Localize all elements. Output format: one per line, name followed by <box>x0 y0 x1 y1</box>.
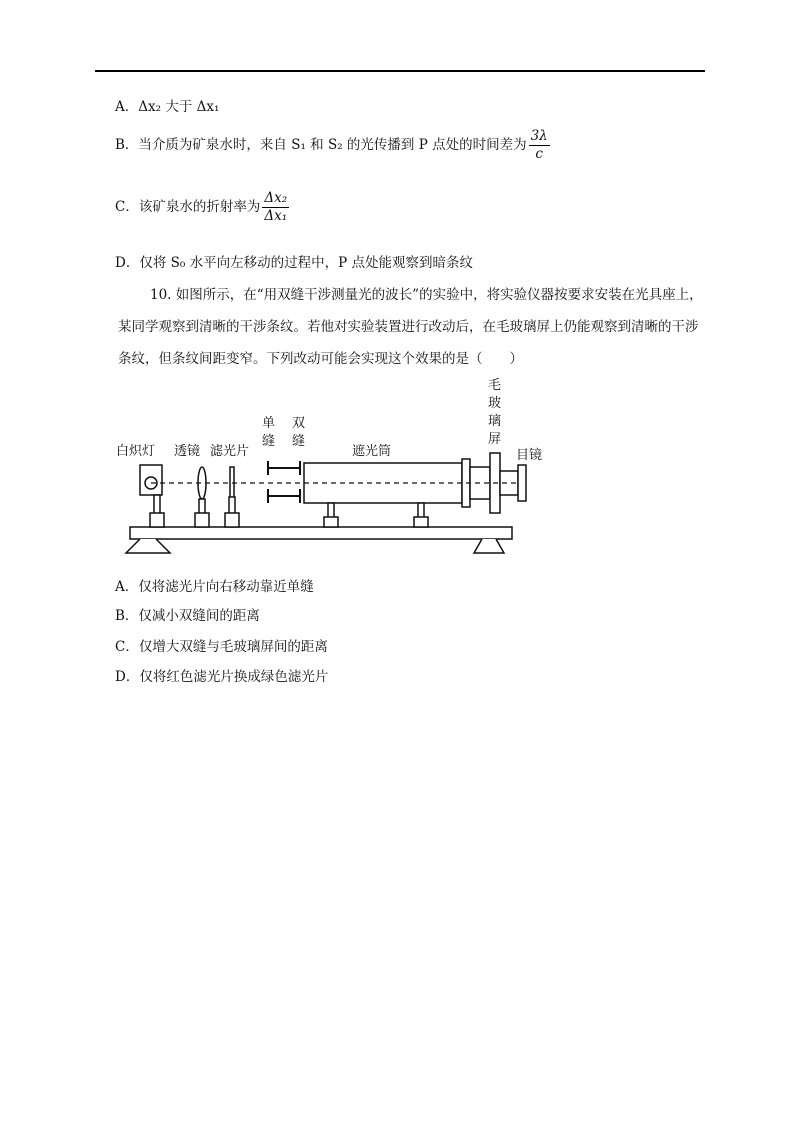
label-single-slit-1: 单 <box>262 416 276 431</box>
option-a: A．仅将滤光片向右移动靠近单缝 <box>115 579 314 595</box>
fraction-3lambda-over-c <box>529 128 550 163</box>
option-b-text: B．当介质为矿泉水时，来自 S₁ 和 S₂ 的光传播到 P 点处的时间差为 <box>115 137 527 153</box>
label-double-slit-1: 双 <box>292 416 306 431</box>
double-slit-apparatus-diagram <box>112 375 562 565</box>
option-d-prev: D．仅将 S₀ 水平向左移动的过程中，P 点处能观察到暗条纹 <box>115 255 473 271</box>
label-lamp: 白炽灯 <box>116 444 156 459</box>
label-double-slit-2: 缝 <box>292 434 306 449</box>
fraction-dx2-over-dx1 <box>262 190 289 225</box>
option-b: B．仅减小双缝间的距离 <box>115 608 260 624</box>
label-screen-3: 璃 <box>488 414 502 429</box>
lens-holder <box>195 513 209 527</box>
label-screen-2: 玻 <box>488 396 502 411</box>
option-c-prev <box>115 190 289 225</box>
optical-bench <box>130 527 512 539</box>
fraction-numerator: Δx₂ <box>264 190 288 206</box>
option-d: D．仅将红色滤光片换成绿色滤光片 <box>115 669 329 685</box>
option-a-prev: A．Δx₂ 大于 Δx₁ <box>115 99 220 115</box>
fraction-denominator: c <box>535 146 543 162</box>
label-tube: 遮光筒 <box>352 444 392 459</box>
header-rule <box>95 70 705 72</box>
eyepiece <box>518 465 526 501</box>
bench-foot-left <box>126 539 170 553</box>
bench-foot-right <box>474 539 504 553</box>
option-c-text: C．该矿泉水的折射率为 <box>115 199 261 215</box>
label-filter: 滤光片 <box>210 444 250 459</box>
label-screen-1: 毛 <box>488 378 502 393</box>
lamp-holder <box>150 513 164 527</box>
fraction-denominator: Δx₁ <box>264 208 288 224</box>
tube-holder-left <box>324 517 338 527</box>
light-shielding-tube <box>304 463 462 503</box>
label-single-slit-2: 缝 <box>262 434 276 449</box>
label-lens: 透镜 <box>174 444 201 459</box>
option-b-prev <box>115 128 550 163</box>
label-eyepiece: 目镜 <box>516 448 543 463</box>
filter-holder <box>225 513 239 527</box>
fraction-numerator: 3λ <box>530 128 548 144</box>
lamp-post <box>154 495 160 515</box>
tube-holder-right <box>414 517 428 527</box>
question-10-stem: 10. 如图所示，在“用双缝干涉测量光的波长”的实验中，将实验仪器按要求安装在光具座上，某同学观察到清晰的干涉条纹。若他对实验装置进行改动后，在毛玻璃屏上仍能观察到清晰的干涉条纹，但条纹间距变窄。下列改动可能会实现这个效果的是（ ） <box>118 287 703 367</box>
label-screen-4: 屏 <box>488 432 502 447</box>
option-c: C．仅增大双缝与毛玻璃屏间的距离 <box>115 639 328 655</box>
